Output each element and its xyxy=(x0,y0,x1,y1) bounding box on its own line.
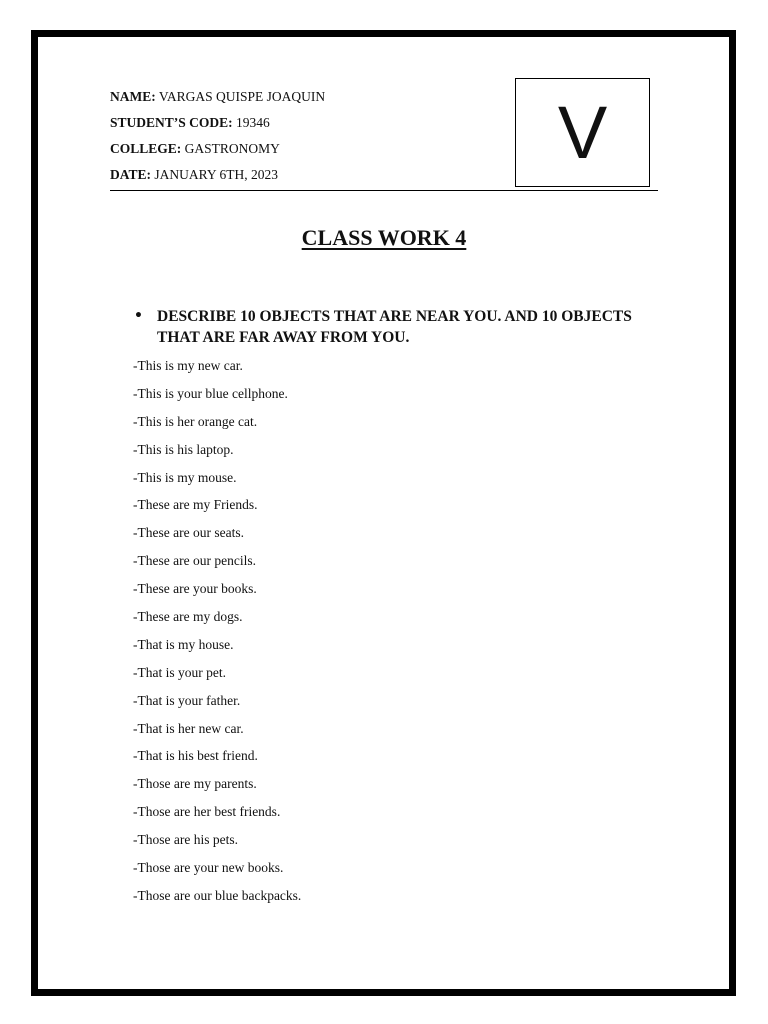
list-item: -These are our pencils. xyxy=(133,553,256,569)
list-item: -That is your pet. xyxy=(133,664,226,680)
college-row xyxy=(110,136,325,162)
date-label: DATE: xyxy=(110,167,152,182)
list-item: -Those are his pets. xyxy=(133,832,238,848)
instruction-text: DESCRIBE 10 OBJECTS THAT ARE NEAR YOU. AND 10 OBJECTS THAT ARE FAR AWAY FROM YOU. xyxy=(157,308,632,346)
college-value: GASTRONOMY xyxy=(184,141,280,156)
list-item: -These are your books. xyxy=(133,581,257,597)
list-item: -That is her new car. xyxy=(133,720,244,736)
name-label: NAME: xyxy=(110,89,156,104)
bullet-icon: • xyxy=(134,308,143,324)
list-item: -This is your blue cellphone. xyxy=(133,385,288,401)
list-item: -This is my new car. xyxy=(133,358,243,373)
list-item: -That is my house. xyxy=(133,636,234,652)
student-info xyxy=(110,84,325,188)
college-label: COLLEGE: xyxy=(110,141,182,156)
list-item: -This is his laptop. xyxy=(133,441,234,457)
list-item: -Those are her best friends. xyxy=(133,804,281,820)
list-item: -That is his best friend. xyxy=(133,748,258,764)
header-divider xyxy=(110,190,658,191)
grade-letter-box xyxy=(515,78,650,187)
name-row xyxy=(110,84,325,110)
student-code-row xyxy=(110,110,325,136)
list-item: -These are my Friends. xyxy=(133,497,258,513)
instruction-bullet xyxy=(134,306,654,348)
list-item: -These are our seats. xyxy=(133,525,244,541)
grade-letter: V xyxy=(557,90,608,174)
date-row xyxy=(110,162,325,188)
page-title: CLASS WORK 4 xyxy=(301,225,467,250)
list-item: -Those are your new books. xyxy=(133,860,284,876)
list-item: -These are my dogs. xyxy=(133,609,243,625)
student-code-label: STUDENT’S CODE: xyxy=(110,115,233,130)
list-item: -Those are our blue backpacks. xyxy=(133,887,302,903)
list-item: -This is her orange cat. xyxy=(133,413,258,429)
list-item: -Those are my parents. xyxy=(133,776,257,792)
name-value: VARGAS QUISPE JOAQUIN xyxy=(158,89,326,104)
date-value: JANUARY 6TH, 2023 xyxy=(154,167,279,182)
student-code-value: 19346 xyxy=(236,115,270,130)
sentence-list xyxy=(133,352,301,910)
list-item: -This is my mouse. xyxy=(133,469,237,485)
list-item: -That is your father. xyxy=(133,692,241,708)
